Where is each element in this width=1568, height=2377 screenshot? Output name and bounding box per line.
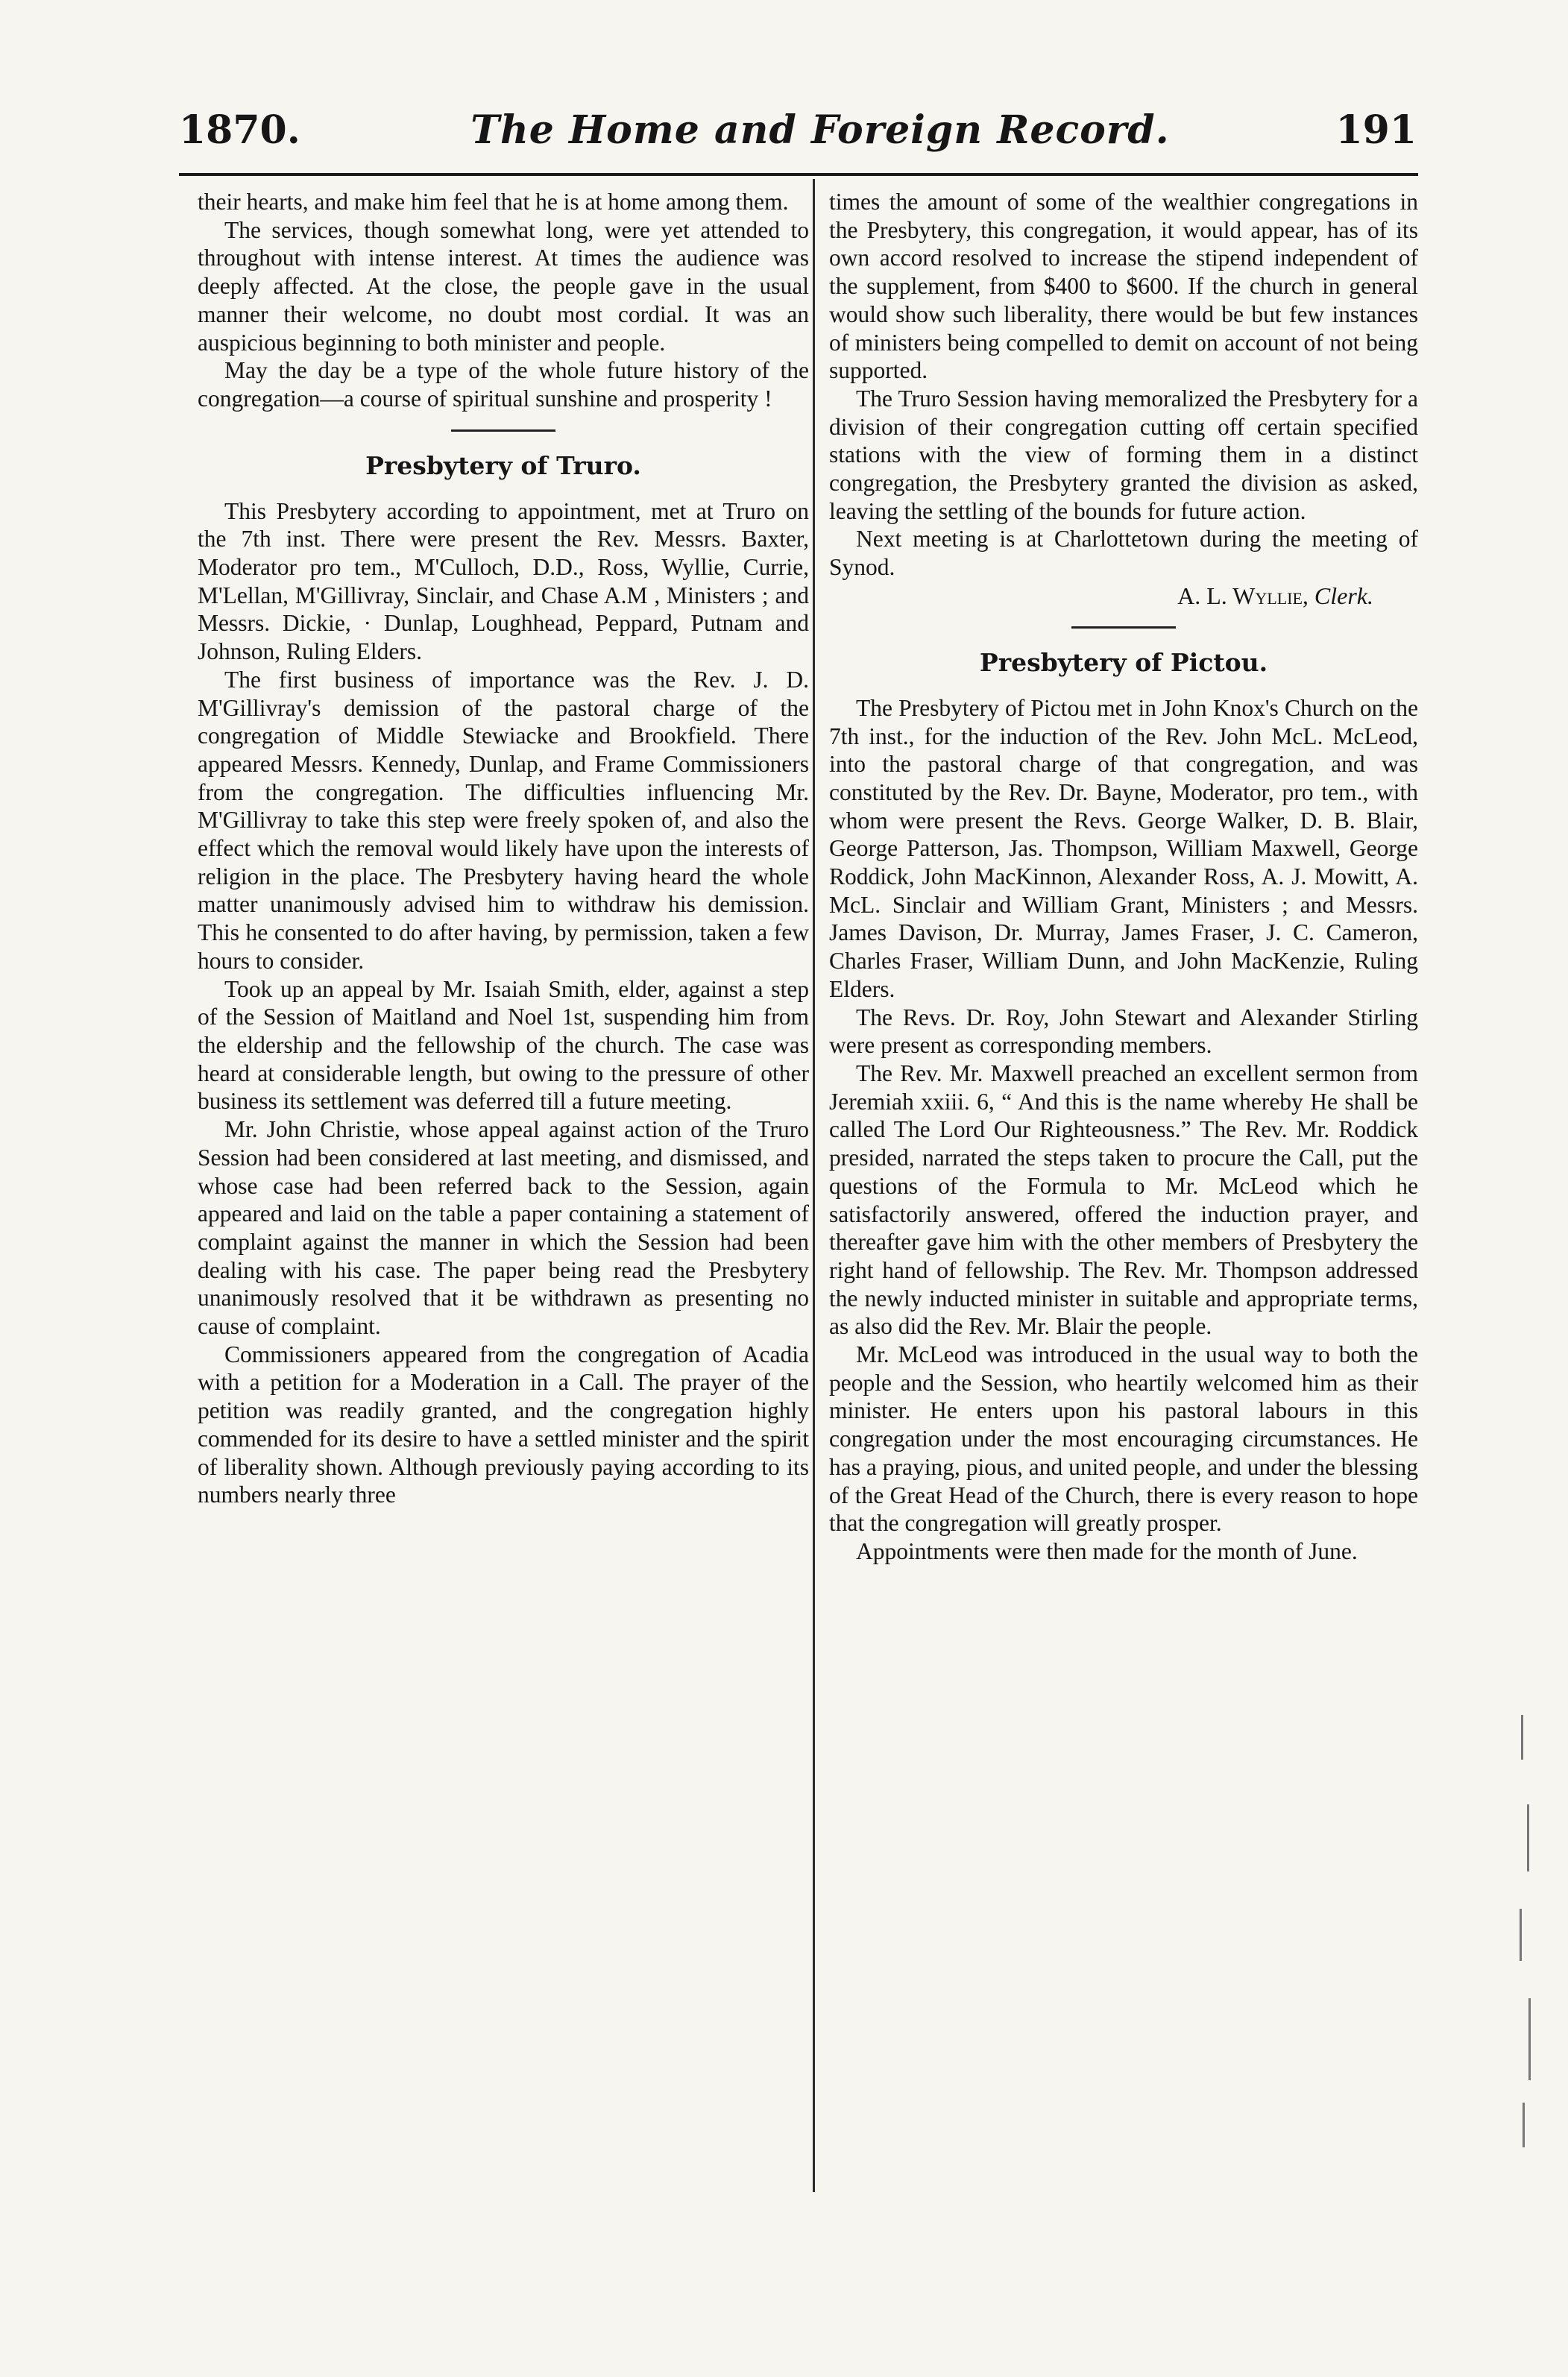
left-column bbox=[198, 188, 809, 1509]
column-divider bbox=[813, 179, 815, 2192]
paragraph: The Truro Session having memoralized the Presbytery for a division of their congregation cutting off certain specified stations with the view of forming them in a distinct congregation, the Presbytery granted the division as asked, leaving the settling of the bounds for future action. bbox=[829, 385, 1418, 524]
publication-title: The Home and Foreign Record. bbox=[470, 107, 1170, 153]
paragraph: Appointments were then made for the month of June. bbox=[856, 1537, 1358, 1564]
right-column bbox=[829, 188, 1418, 1566]
section-heading-truro: Presbytery of Truro. bbox=[365, 450, 641, 480]
page-number: 191 bbox=[1335, 107, 1417, 153]
paragraph: times the amount of some of the wealthier congregations in the Presbytery, this congregation, it would appear, has of its own accord resolved to increase the stipend independent of the supplement, from $400 to $600. If the church in general would show such liberality, there would be but few instances of ministers being compelled to demit on account of not being supported. bbox=[829, 189, 1418, 384]
header-year: 1870. bbox=[179, 107, 300, 153]
section-separator bbox=[1071, 626, 1176, 629]
margin-scan-marks bbox=[1514, 1715, 1543, 2162]
paragraph: Took up an appeal by Mr. Isaiah Smith, elder, against a step of the Session of Maitland and Noel 1st, suspending him from the eldership and the fellowship of the church. The case was heard at considerable length, but owing to the pressure of other business its settlement was deferred till a future meeting. bbox=[198, 975, 809, 1115]
paragraph: The services, though somewhat long, were yet attended to throughout with intense interest. At times the audience was deeply affected. At the close, the people gave in the usual manner their welcome, no doubt most cordial. It was an auspicious beginning to both minister and people. bbox=[198, 216, 809, 356]
paragraph: Next meeting is at Charlottetown during the meeting of Synod. bbox=[829, 526, 1418, 581]
paragraph: This Presbytery according to appointment, met at Truro on the 7th inst. There were present the Rev. Messrs. Baxter, Moderator pro tem., M'Culloch, D.D., Ross, Wyllie, Currie, M'Lellan, M'Gillivray, Sinclair, and Chase A.M , Ministers ; and Messrs. Dickie, · Dunlap, Loughhead, Peppard, Putnam and Johnson, Ruling Elders. bbox=[198, 497, 809, 665]
paragraph: May the day be a type of the whole future history of the congregation—a course of spiritual sunshine and prosperity ! bbox=[198, 357, 809, 412]
paragraph: The Rev. Mr. Maxwell preached an excellent sermon from Jeremiah xxiii. 6, “ And this is the name whereby He shall be called The Lord Our Righteousness.” The Rev. Mr. Roddick presided, narrated the steps taken to procure the Call, put the questions of the Formula to Mr. McLeod which he satisfactorily answered, offered the induction prayer, and thereafter gave him with the other members of Presbytery the right hand of fellowship. The Rev. Mr. Thompson addressed the newly inducted minister in suitable and appropriate terms, as also did the Rev. Mr. Blair the people. bbox=[829, 1060, 1418, 1340]
paragraph: Mr. John Christie, whose appeal against action of the Truro Session had been considered at last meeting, and dismissed, and whose case had been referred back to the Session, again appeared and laid on the table a paper containing a statement of complaint against the manner in which the Session had been dealing with his case. The paper being read the Presbytery unanimously resolved that it be withdrawn as presenting no cause of complaint. bbox=[198, 1116, 809, 1340]
signature-role: Clerk. bbox=[1314, 582, 1373, 609]
section-heading-pictou: Presbytery of Pictou. bbox=[979, 647, 1268, 677]
paragraph: The first business of importance was the Rev. J. D. M'Gillivray's demission of the pastoral charge of the congregation of Middle Stewiacke and Brookfield. There appeared Messrs. Kennedy, Dunlap, and Frame Commissioners from the congregation. The difficulties influencing Mr. M'Gillivray to take this step were freely spoken of, and also the effect which the removal would likely have upon the interests of religion in the place. The Presbytery having heard the whole matter unanimously advised him to withdraw his demission. This he consented to do after having, by permission, taken a few hours to consider. bbox=[198, 666, 809, 974]
clerk-signature bbox=[829, 582, 1418, 610]
signature-name: A. L. Wyllie, bbox=[1177, 582, 1309, 609]
paragraph: their hearts, and make him feel that he is at home among them. bbox=[198, 189, 789, 215]
header-rule bbox=[179, 173, 1418, 176]
paragraph: Mr. McLeod was introduced in the usual way to both the people and the Session, who heartily welcomed him as their minister. He enters upon his pastoral labours in this congregation under the most encouraging circumstances. He has a praying, pious, and united people, and under the blessing of the Great Head of the Church, there is every reason to hope that the congregation will greatly prosper. bbox=[829, 1341, 1418, 1537]
paragraph: The Presbytery of Pictou met in John Knox's Church on the 7th inst., for the induction of the Rev. John McL. McLeod, into the pastoral charge of that congregation, and was constituted by the Rev. Dr. Bayne, Moderator, pro tem., with whom were present the Revs. George Walker, D. B. Blair, George Patterson, Jas. Thompson, William Maxwell, George Roddick, John MacKinnon, Alexander Ross, A. J. Mowitt, A. McL. Sinclair and William Grant, Ministers ; and Messrs. James Davison, Dr. Murray, James Fraser, J. C. Cameron, Charles Fraser, William Dunn, and John MacKenzie, Ruling Elders. bbox=[829, 694, 1418, 1002]
paragraph: The Revs. Dr. Roy, John Stewart and Alexander Stirling were present as corresponding members. bbox=[829, 1004, 1418, 1059]
paragraph: Commissioners appeared from the congregation of Acadia with a petition for a Moderation in a Call. The prayer of the petition was readily granted, and the congregation highly commended for its desire to have a settled minister and the spirit of liberality shown. Although previously paying according to its numbers nearly three bbox=[198, 1341, 809, 1508]
section-separator bbox=[451, 429, 555, 432]
page-header bbox=[179, 104, 1417, 157]
